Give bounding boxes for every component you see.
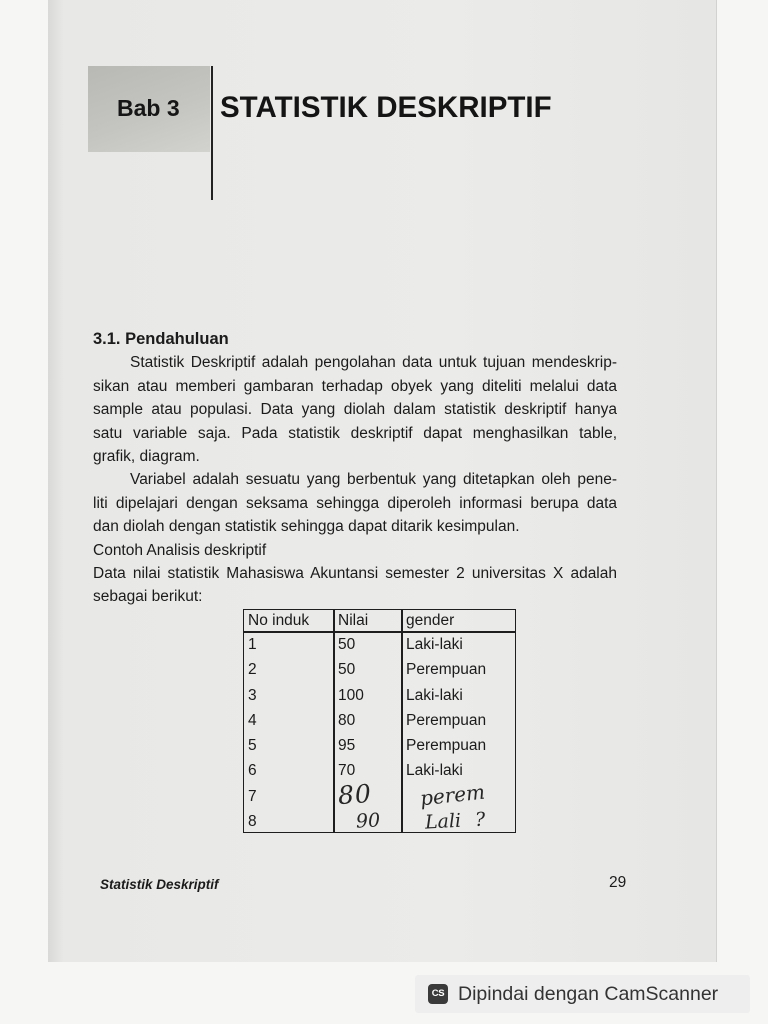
grades-table [243,609,516,833]
section-heading: 3.1. Pendahuluan [93,330,229,348]
cell-gender: Perempuan [406,661,487,679]
cell-no-induk: 4 [248,711,257,729]
cell-gender: Perempuan [406,737,487,754]
cell-nilai: 50 [338,661,356,679]
cell-gender: Laki-laki [406,686,463,704]
cell-nilai-handwritten: 80 [337,778,373,810]
camscanner-watermark [415,975,750,1013]
page-number: 29 [609,874,627,891]
cell-gender: Perempuan [406,711,487,729]
body-text [93,328,617,609]
camscanner-watermark-text: Dipindai dengan CamScanner [458,983,719,1005]
cell-nilai: 100 [338,686,364,704]
column-header-nilai: Nilai [338,612,369,629]
table-row [244,708,514,733]
table-row [244,632,514,657]
cell-nilai-handwritten: 90 [355,808,381,833]
cell-gender: Laki-laki [406,762,463,780]
running-footer-title: Statistik Deskriptif [100,877,219,892]
cell-no-induk: 6 [248,762,257,780]
chapter-title: STATISTIK DESKRIPTIF [220,91,552,124]
cell-gender-handwritten: perem [418,779,487,810]
cell-nilai: 80 [338,711,356,729]
cell-gender: Laki-laki [406,636,463,653]
table-row [244,733,514,758]
paragraph-1-line: sikan atau memberi gambaran terhadap obyek yang diteliti melalui data [93,377,617,395]
cell-no-induk: 2 [248,661,257,679]
column-header-gender: gender [406,612,455,629]
paragraph-1-line: Statistik Deskriptif adalah pengolahan data untuk tujuan mendeskrip- [130,354,617,372]
cell-nilai: 70 [338,762,356,780]
table-row [244,809,514,834]
paragraph-2-line: liti dipelajari dengan seksama sehingga diperoleh informasi berupa data [93,494,617,512]
cell-no-induk: 3 [248,686,257,704]
example-intro-line: Data nilai statistik Mahasiswa Akuntansi semester 2 universitas X adalah [93,564,617,582]
column-header-no-induk: No induk [248,612,310,629]
cell-no-induk: 8 [248,812,257,830]
paragraph-2-line: dan diolah dengan statistik sehingga dapat ditarik kesimpulan. [93,518,520,536]
table-row [244,657,514,682]
paragraph-1-line: grafik, diagram. [93,447,200,465]
cell-no-induk: 1 [248,636,257,653]
chapter-label: Bab 3 [117,95,180,121]
paragraph-1-line: sample atau populasi. Data yang diolah dalam statistik deskriptif hanya [93,401,617,419]
table-row [244,778,514,810]
cell-nilai: 95 [338,737,356,754]
example-heading: Contoh Analisis deskriptif [93,541,267,559]
cell-gender-handwritten: Lali ? [424,807,486,834]
cell-no-induk: 7 [248,787,257,805]
cell-nilai: 50 [338,636,356,653]
chapter-divider [211,66,213,200]
paragraph-2-line: Variabel adalah sesuatu yang berbentuk yang ditetapkan oleh pene- [130,471,617,489]
table-header-row [244,610,514,631]
table-row [244,683,514,708]
cell-no-induk: 5 [248,737,257,754]
example-intro-line: sebagai berikut: [93,588,203,606]
camscanner-logo-icon: CS [428,984,448,1004]
paragraph-1-line: satu variable saja. Pada statistik deskriptif dapat menghasilkan table, [93,424,617,442]
